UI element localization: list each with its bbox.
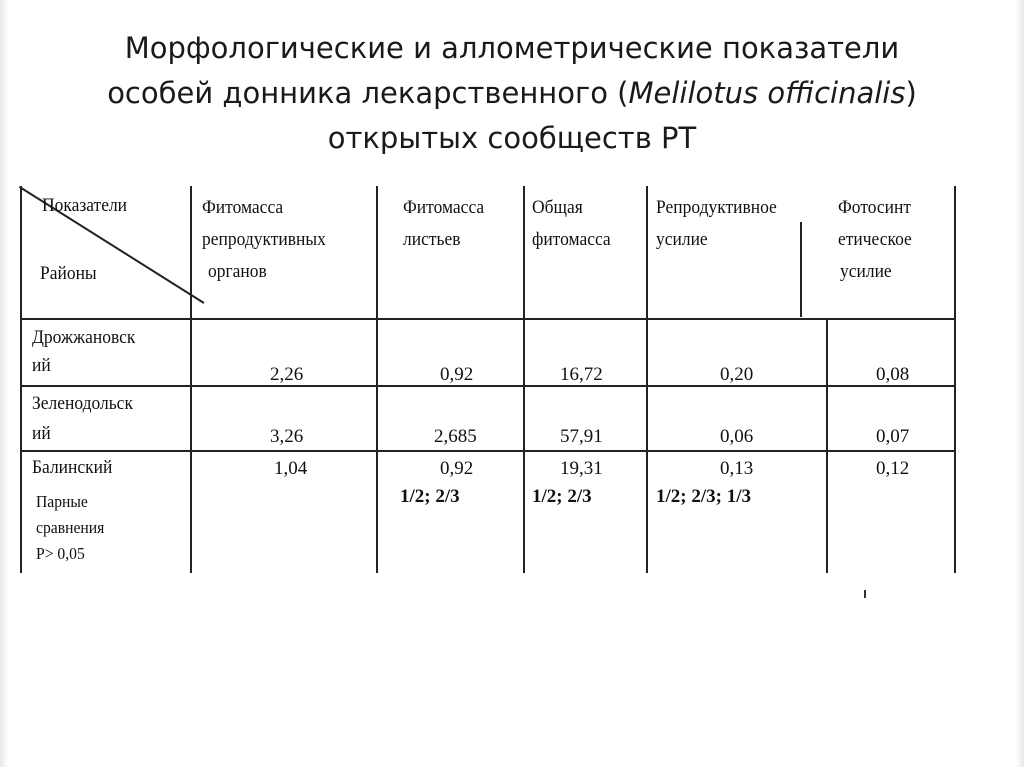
table-border-left xyxy=(20,186,22,573)
header-4-line-1: Репродуктивное xyxy=(656,197,777,218)
row-divider-1 xyxy=(20,385,956,387)
header-1-line-1: Фитомасса xyxy=(202,197,284,218)
row-1-district-line-2: ий xyxy=(32,355,51,376)
header-4-line-2: усилие xyxy=(656,229,708,250)
title-line-2-end: ) xyxy=(905,76,917,110)
row-3-value-1: 1,04 xyxy=(274,458,308,479)
row-1-value-2: 0,92 xyxy=(440,364,474,385)
header-2-line-2: листьев xyxy=(403,229,461,250)
row-1-district-line-1: Дрожжановск xyxy=(32,327,136,348)
row-2-value-2: 2,685 xyxy=(434,426,477,447)
row-2-value-3: 57,91 xyxy=(560,426,603,447)
header-1-line-2: репродуктивных xyxy=(202,229,326,250)
row-3-value-4: 0,13 xyxy=(720,458,754,479)
corner-label-indicators: Показатели xyxy=(42,195,128,216)
row-2-district-line-1: Зеленодольск xyxy=(32,393,133,414)
pairwise-value-3: 1/2; 2/3 xyxy=(532,486,592,507)
header-bottom-rule xyxy=(20,318,956,320)
title-line-2-start: особей донника лекарственного ( xyxy=(107,76,629,110)
column-divider-1 xyxy=(190,186,192,573)
header-1-line-3: органов xyxy=(208,261,267,282)
stray-mark xyxy=(864,590,866,598)
header-5-line-1: Фотосинт xyxy=(838,197,912,218)
row-3-value-2: 0,92 xyxy=(440,458,474,479)
title-line-3: открытых сообществ РТ xyxy=(327,121,697,155)
column-divider-5 xyxy=(826,318,828,573)
title-species-latin: Melilotus officinalis xyxy=(628,76,906,110)
row-3-value-5: 0,12 xyxy=(876,458,910,479)
header-5-line-3: усилие xyxy=(840,261,892,282)
pairwise-value-4: 1/2; 2/3; 1/3 xyxy=(656,486,751,507)
pairwise-label-line-1: Парные xyxy=(36,492,88,511)
row-1-value-1: 2,26 xyxy=(270,364,304,385)
row-1-value-3: 16,72 xyxy=(560,364,603,385)
column-divider-4 xyxy=(646,186,648,573)
header-5-line-2: етическое xyxy=(838,229,912,250)
header-3-line-2: фитомасса xyxy=(532,229,611,250)
row-3-district: Балинский xyxy=(32,457,113,478)
row-1-value-4: 0,20 xyxy=(720,364,754,385)
pairwise-label-line-2: сравнения xyxy=(36,518,105,537)
column-divider-2 xyxy=(376,186,378,573)
row-2-value-1: 3,26 xyxy=(270,426,304,447)
column-divider-3 xyxy=(523,186,525,573)
pairwise-value-2: 1/2; 2/3 xyxy=(400,486,460,507)
corner-label-districts: Районы xyxy=(40,263,97,284)
column-divider-4b xyxy=(800,222,802,317)
row-3-value-3: 19,31 xyxy=(560,458,603,479)
table-border-right xyxy=(954,186,956,573)
row-1-value-5: 0,08 xyxy=(876,364,910,385)
row-2-value-5: 0,07 xyxy=(876,426,910,447)
header-3-line-1: Общая xyxy=(532,197,583,218)
row-2-district-line-2: ий xyxy=(32,423,51,444)
row-divider-2 xyxy=(20,450,956,452)
pairwise-label-line-3: P> 0,05 xyxy=(36,544,85,563)
header-2-line-1: Фитомасса xyxy=(403,197,485,218)
row-2-value-4: 0,06 xyxy=(720,426,754,447)
title-line-1: Морфологические и аллометрические показатели xyxy=(124,31,900,65)
